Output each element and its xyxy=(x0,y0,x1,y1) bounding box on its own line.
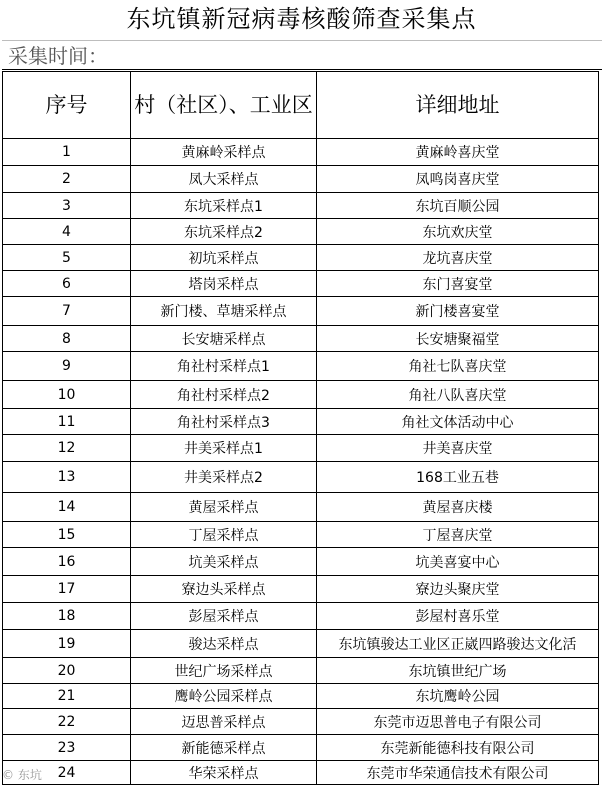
header-village: 村（社区）、工业区 xyxy=(131,72,317,139)
site-name: 长安塘采样点 xyxy=(131,326,317,352)
row-number: 21 xyxy=(3,684,131,709)
site-name: 角社村采样点1 xyxy=(131,352,317,381)
site-address: 东坑欢庆堂 xyxy=(317,219,599,245)
site-address: 新门楼喜宴堂 xyxy=(317,297,599,326)
site-name: 寮边头采样点 xyxy=(131,576,317,603)
table-row xyxy=(3,297,599,326)
site-name: 彭屋采样点 xyxy=(131,603,317,630)
site-name: 黄麻岭采样点 xyxy=(131,139,317,166)
site-address: 龙坑喜庆堂 xyxy=(317,245,599,271)
table-row xyxy=(3,166,599,193)
table-row xyxy=(3,709,599,735)
site-address: 角社文体活动中心 xyxy=(317,409,599,435)
row-number: 17 xyxy=(3,576,131,603)
row-number: 1 xyxy=(3,139,131,166)
site-name: 世纪广场采样点 xyxy=(131,658,317,684)
site-name: 井美采样点1 xyxy=(131,435,317,462)
table-row xyxy=(3,352,599,381)
table-row xyxy=(3,193,599,219)
site-address: 凤鸣岗喜庆堂 xyxy=(317,166,599,193)
site-name: 凤大采样点 xyxy=(131,166,317,193)
collection-time-label: 采集时间： xyxy=(2,40,602,70)
row-number: 24 xyxy=(3,761,131,785)
site-name: 鹰岭公园采样点 xyxy=(131,684,317,709)
table-body xyxy=(3,139,599,785)
row-number: 23 xyxy=(3,735,131,761)
site-address: 角社七队喜庆堂 xyxy=(317,352,599,381)
site-address: 角社八队喜庆堂 xyxy=(317,381,599,409)
site-address: 长安塘聚福堂 xyxy=(317,326,599,352)
table-row xyxy=(3,658,599,684)
site-address: 东坑鹰岭公园 xyxy=(317,684,599,709)
row-number: 19 xyxy=(3,630,131,658)
site-address: 井美喜庆堂 xyxy=(317,435,599,462)
row-number: 5 xyxy=(3,245,131,271)
site-name: 华荣采样点 xyxy=(131,761,317,785)
site-name: 塔岗采样点 xyxy=(131,271,317,297)
header-seq: 序号 xyxy=(3,72,131,139)
site-name: 新门楼、草塘采样点 xyxy=(131,297,317,326)
table-row xyxy=(3,245,599,271)
site-name: 井美采样点2 xyxy=(131,462,317,493)
row-number: 2 xyxy=(3,166,131,193)
row-number: 15 xyxy=(3,522,131,548)
row-number: 13 xyxy=(3,462,131,493)
site-name: 坑美采样点 xyxy=(131,548,317,576)
site-address: 东坑百顺公园 xyxy=(317,193,599,219)
site-address: 丁屋喜庆堂 xyxy=(317,522,599,548)
header-address: 详细地址 xyxy=(317,72,599,139)
site-address: 东莞新能德科技有限公司 xyxy=(317,735,599,761)
watermark: © 东坑 xyxy=(2,768,42,782)
table-row xyxy=(3,761,599,785)
table-row xyxy=(3,219,599,245)
site-name: 新能德采样点 xyxy=(131,735,317,761)
site-address: 东坑镇骏达工业区正崴四路骏达文化活 xyxy=(317,630,599,658)
row-number: 4 xyxy=(3,219,131,245)
row-number: 22 xyxy=(3,709,131,735)
site-name: 迈思普采样点 xyxy=(131,709,317,735)
table-row xyxy=(3,603,599,630)
site-name: 丁屋采样点 xyxy=(131,522,317,548)
table-row xyxy=(3,435,599,462)
row-number: 20 xyxy=(3,658,131,684)
table-row xyxy=(3,493,599,522)
site-address: 东坑镇世纪广场 xyxy=(317,658,599,684)
row-number: 10 xyxy=(3,381,131,409)
site-address: 黄麻岭喜庆堂 xyxy=(317,139,599,166)
sites-table xyxy=(2,71,599,785)
table-row xyxy=(3,139,599,166)
row-number: 7 xyxy=(3,297,131,326)
row-number: 8 xyxy=(3,326,131,352)
table-row xyxy=(3,684,599,709)
table-row xyxy=(3,271,599,297)
site-name: 骏达采样点 xyxy=(131,630,317,658)
site-address: 东莞市华荣通信技术有限公司 xyxy=(317,761,599,785)
header-row xyxy=(3,72,599,139)
table-row xyxy=(3,735,599,761)
site-address: 东门喜宴堂 xyxy=(317,271,599,297)
site-name: 东坑采样点2 xyxy=(131,219,317,245)
site-address: 东莞市迈思普电子有限公司 xyxy=(317,709,599,735)
table-row xyxy=(3,630,599,658)
table-row xyxy=(3,576,599,603)
site-name: 东坑采样点1 xyxy=(131,193,317,219)
site-address: 黄屋喜庆楼 xyxy=(317,493,599,522)
site-name: 黄屋采样点 xyxy=(131,493,317,522)
site-address: 彭屋村喜乐堂 xyxy=(317,603,599,630)
table-row xyxy=(3,326,599,352)
table-row xyxy=(3,548,599,576)
sheet-title: 东坑镇新冠病毒核酸筛查采集点 xyxy=(126,5,477,33)
row-number: 18 xyxy=(3,603,131,630)
row-number: 14 xyxy=(3,493,131,522)
row-number: 6 xyxy=(3,271,131,297)
table-row xyxy=(3,381,599,409)
site-name: 初坑采样点 xyxy=(131,245,317,271)
table-row xyxy=(3,462,599,493)
row-number: 12 xyxy=(3,435,131,462)
site-address: 168工业五巷 xyxy=(317,462,599,493)
site-address: 寮边头聚庆堂 xyxy=(317,576,599,603)
site-name: 角社村采样点3 xyxy=(131,409,317,435)
site-name: 角社村采样点2 xyxy=(131,381,317,409)
row-number: 9 xyxy=(3,352,131,381)
row-number: 16 xyxy=(3,548,131,576)
row-number: 3 xyxy=(3,193,131,219)
table-row xyxy=(3,409,599,435)
table-row xyxy=(3,522,599,548)
site-address: 坑美喜宴中心 xyxy=(317,548,599,576)
row-number: 11 xyxy=(3,409,131,435)
